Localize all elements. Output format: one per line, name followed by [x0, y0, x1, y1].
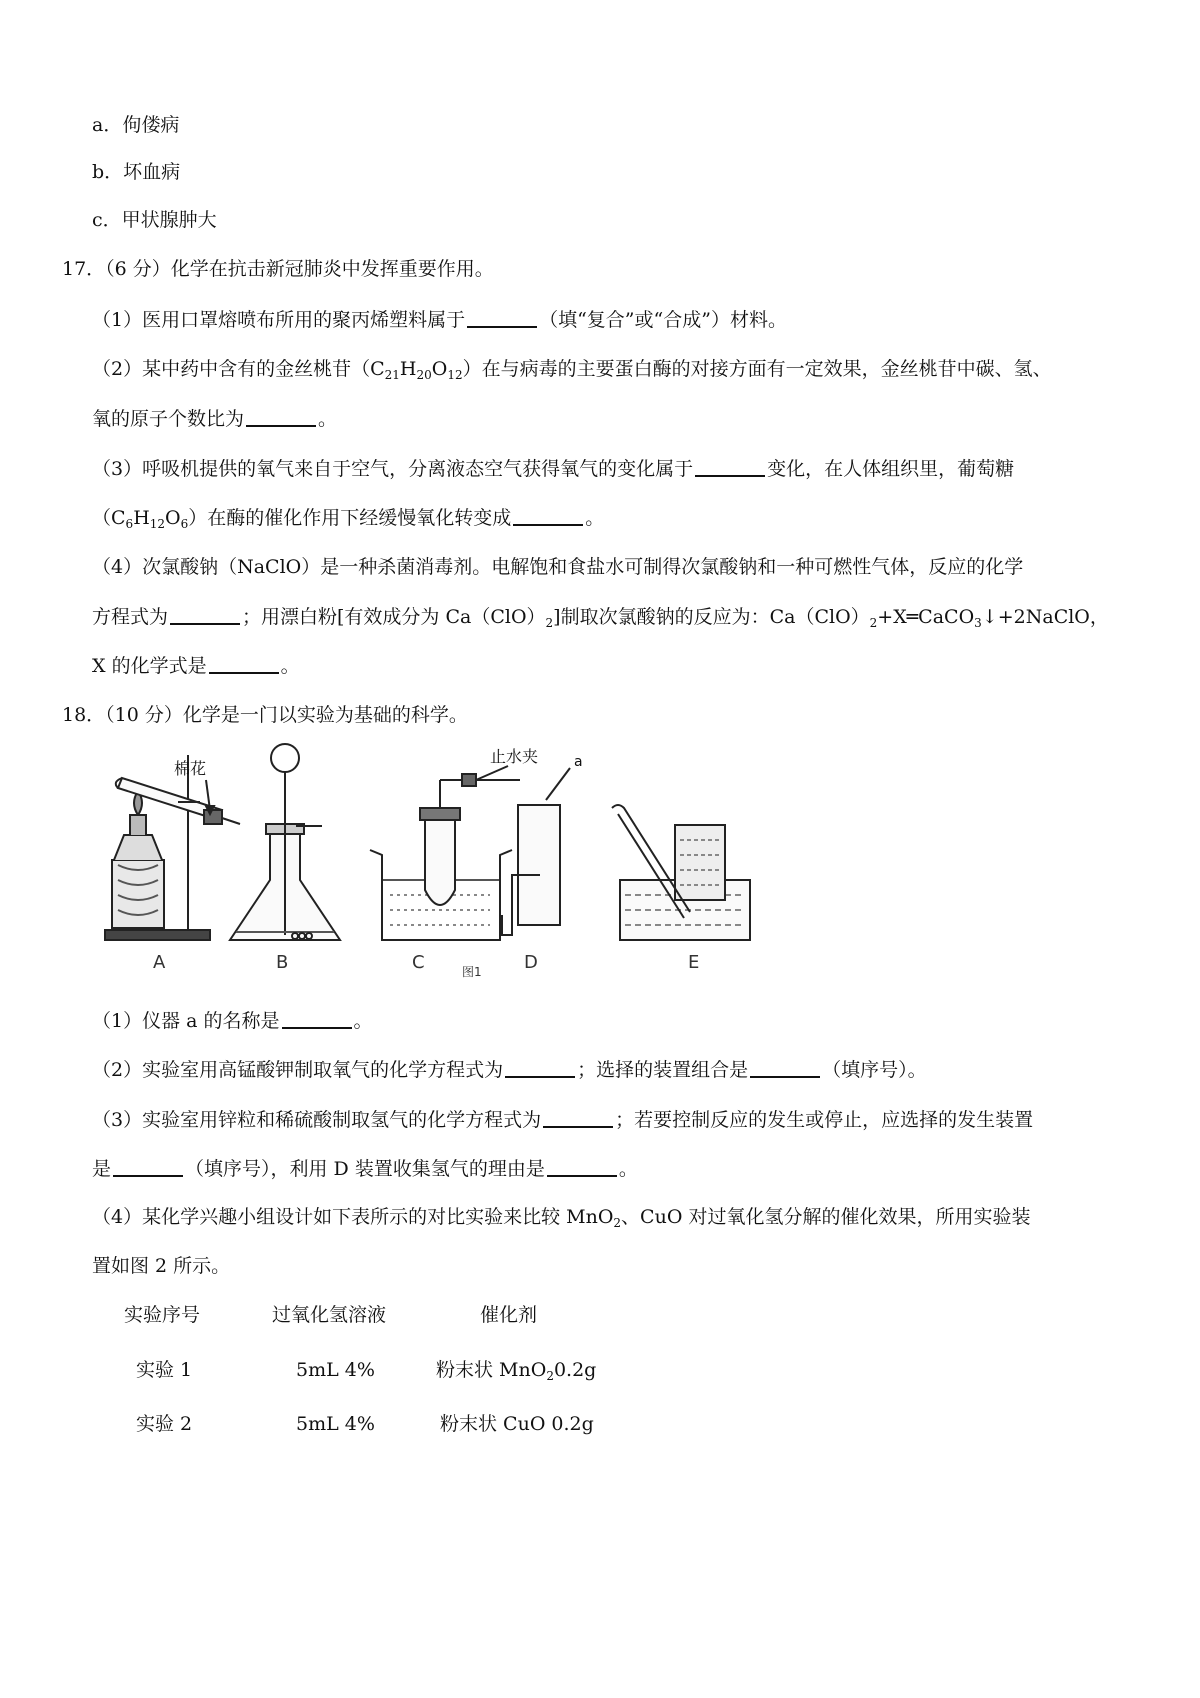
- table-header: 过氧化氢溶液: [272, 1304, 387, 1326]
- catalyst-amount: 0.2g: [553, 1359, 597, 1381]
- q18-part2: [92, 1056, 927, 1083]
- answer-blank[interactable]: [113, 1155, 183, 1177]
- subscript: 6: [180, 517, 189, 531]
- option-a: [92, 112, 179, 138]
- apparatus-b: [230, 744, 340, 940]
- answer-blank[interactable]: [170, 603, 240, 625]
- q17-part4-text: （4）次氯酸钠（NaClO）是一种杀菌消毒剂。电解饱和食盐水可制得次氯酸钠和一种可燃性气体，反应的化学: [92, 556, 1024, 578]
- subscript: 6: [125, 517, 134, 531]
- q18-part2-text: （2）实验室用高锰酸钾制取氧气的化学方程式为: [92, 1059, 504, 1081]
- formula-text: H: [133, 507, 150, 529]
- answer-blank[interactable]: [467, 306, 537, 328]
- q18-part3-text-b: ；若要控制反应的发生或停止，应选择的发生装置: [615, 1109, 1034, 1131]
- answer-blank[interactable]: [513, 504, 583, 526]
- figure-label-cotton: 棉花: [174, 759, 207, 778]
- subscript: 20: [416, 368, 432, 382]
- q18-part4-cont: [92, 1253, 230, 1279]
- period: 。: [280, 655, 300, 677]
- figure-caption: 图1: [462, 965, 482, 979]
- catalyst-text: 粉末状 MnO: [436, 1359, 547, 1381]
- q17-part1-text-b: （填“复合”或“合成”）材料。: [539, 309, 787, 331]
- q18-part4-text-c: 置如图 2 所示。: [92, 1255, 231, 1277]
- option-b: [92, 159, 180, 185]
- table-cell: 粉末状 CuO 0.2g: [440, 1413, 594, 1435]
- q18-part2-text-c: （填序号）。: [822, 1059, 927, 1081]
- formula-text: ↓+2NaClO，: [981, 606, 1109, 628]
- subscript: 12: [149, 517, 166, 531]
- q17-part3-text: （3）呼吸机提供的氧气来自于空气，分离液态空气获得氧气的变化属于: [92, 458, 694, 480]
- answer-blank[interactable]: [543, 1106, 613, 1128]
- apparatus-e: [612, 805, 750, 940]
- q18-part1: [92, 1007, 373, 1034]
- table-row: [0, 1357, 1200, 1387]
- answer-blank[interactable]: [282, 1007, 352, 1029]
- q17-part4-cont2: [92, 652, 300, 679]
- q18-part2-text-b: ；选择的装置组合是: [577, 1059, 749, 1081]
- table-cell: 实验 1: [136, 1359, 193, 1381]
- q18-part4-text-b: 、CuO 对过氧化氢分解的催化效果，所用实验装: [621, 1206, 1031, 1228]
- subscript: 2: [545, 616, 554, 630]
- period: 。: [353, 1010, 373, 1032]
- table-header: 实验序号: [124, 1304, 201, 1326]
- apparatus-figure: [100, 740, 780, 1045]
- period: 。: [318, 408, 338, 430]
- table-header: 催化剂: [480, 1304, 538, 1326]
- table-cell: 5mL 4%: [296, 1359, 375, 1381]
- q18-header: 18．（10 分）化学是一门以实验为基础的科学。: [62, 704, 468, 726]
- q18-part3-text: （3）实验室用锌粒和稀硫酸制取氢气的化学方程式为: [92, 1109, 542, 1131]
- q17-part3: [92, 455, 1014, 482]
- subscript: 3: [974, 616, 982, 630]
- formula-text: ]制取次氯酸钠的反应为：Ca（ClO）: [553, 606, 870, 628]
- answer-blank[interactable]: [505, 1056, 575, 1078]
- formula-text: H: [399, 358, 417, 380]
- formula-text: ；用漂白粉[有效成分为 Ca（ClO）: [242, 606, 546, 628]
- q18-part4-text: （4）某化学兴趣小组设计如下表所示的对比实验来比较 MnO: [92, 1206, 614, 1228]
- q17-part2-text: （2）某中药中含有的金丝桃苷（C: [92, 358, 385, 380]
- q17-part4: [92, 554, 1023, 580]
- formula-text: +X═CaCO: [877, 606, 975, 628]
- apparatus-c: [370, 766, 520, 940]
- q17-part2: [92, 356, 1052, 382]
- answer-blank[interactable]: [547, 1155, 617, 1177]
- table-cell: 实验 2: [136, 1413, 193, 1435]
- subscript: 21: [384, 368, 400, 382]
- apparatus-d: [502, 768, 570, 935]
- option-letter: b．: [92, 161, 124, 183]
- q17-part3-text-c: ）在酶的催化作用下经缓慢氧化转变成: [188, 507, 512, 529]
- subscript: 12: [447, 368, 463, 382]
- q17-part4-text-c: X 的化学式是: [92, 655, 207, 677]
- answer-blank[interactable]: [209, 652, 279, 674]
- subscript: 2: [546, 1369, 554, 1383]
- option-letter: c．: [92, 209, 122, 231]
- q18-part3: [92, 1106, 1033, 1133]
- formula-text: O: [431, 358, 448, 380]
- subscript: 2: [613, 1216, 622, 1230]
- figure-label-D: D: [524, 952, 538, 973]
- subscript: 2: [869, 616, 878, 630]
- table-header-row: [0, 1302, 1200, 1332]
- q17-part4-text-b: 方程式为: [92, 606, 169, 628]
- q18-part3-text-d: （填序号），利用 D 装置收集氢气的理由是: [185, 1158, 545, 1180]
- answer-blank[interactable]: [695, 455, 765, 477]
- q17-header: 17．（6 分）化学在抗击新冠肺炎中发挥重要作用。: [62, 258, 494, 280]
- apparatus-a: [105, 755, 240, 940]
- period: 。: [585, 507, 605, 529]
- figure-label-C: C: [412, 952, 425, 973]
- option-letter: a．: [92, 114, 123, 136]
- answer-blank[interactable]: [750, 1056, 820, 1078]
- q18-part4: [92, 1204, 1030, 1230]
- formula-text: O: [165, 507, 181, 529]
- table-cell: [436, 1357, 596, 1383]
- figure-label-a: a: [574, 754, 583, 770]
- q18-part1-text: （1）仪器 a 的名称是: [92, 1010, 280, 1032]
- option-c: [92, 207, 217, 233]
- table-cell: 5mL 4%: [296, 1413, 375, 1435]
- figure-label-A: A: [153, 952, 166, 973]
- q17-part1-text: （1）医用口罩熔喷布所用的聚丙烯塑料属于: [92, 309, 466, 331]
- q17-part4-cont: [92, 603, 1109, 630]
- answer-blank[interactable]: [246, 405, 316, 427]
- option-text: 坏血病: [123, 161, 181, 183]
- q17-part2-text-c: 氧的原子个数比为: [92, 408, 245, 430]
- option-text: 佝偻病: [122, 114, 180, 136]
- formula-text: （C: [92, 507, 126, 529]
- q17-part2-text-b: ）在与病毒的主要蛋白酶的对接方面有一定效果，金丝桃苷中碳、氢、: [462, 358, 1052, 380]
- q17-part3-text-b: 变化，在人体组织里，葡萄糖: [767, 458, 1015, 480]
- q17-part2-cont: [92, 405, 337, 432]
- figure-label-clamp: 止水夹: [490, 747, 539, 766]
- q18-part3-text-c: 是: [92, 1158, 112, 1180]
- q18-part3-cont: [92, 1155, 638, 1182]
- figure-label-E: E: [688, 952, 700, 973]
- figure-label-B: B: [276, 952, 289, 973]
- q17-part3-cont: [92, 504, 604, 531]
- option-text: 甲状腺肿大: [121, 209, 217, 231]
- period: 。: [618, 1158, 638, 1180]
- table-row: [0, 1411, 1200, 1441]
- q17-part1: [92, 306, 787, 333]
